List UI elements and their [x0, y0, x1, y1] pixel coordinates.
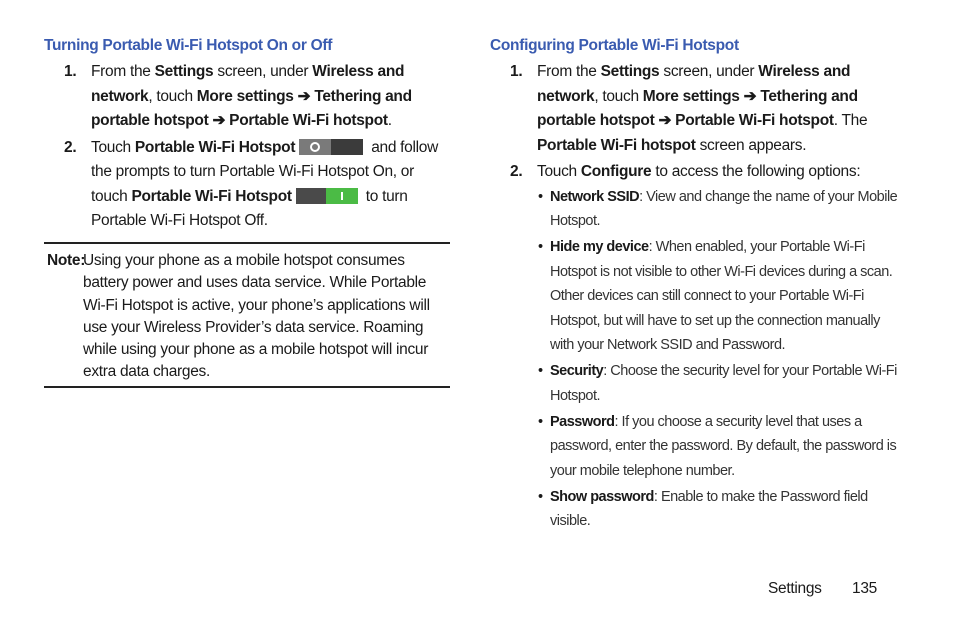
list-item — [536, 235, 900, 358]
toggle-knob — [299, 139, 331, 155]
text: and follow the prompts to turn Portable Wi-Fi Hotspot On, or touch — [91, 138, 438, 205]
section-heading-turning-hotspot: Turning Portable Wi-Fi Hotspot On or Off — [44, 37, 333, 54]
toggle-off-icon — [299, 139, 363, 155]
text: screen appears. — [695, 136, 807, 154]
text: to access the following options: — [651, 163, 861, 180]
list-item — [536, 485, 900, 534]
page-number: 135 — [852, 580, 877, 597]
toggle-bar — [341, 192, 343, 200]
term-portable-hotspot: Portable Wi-Fi hotspot — [537, 136, 696, 154]
note-label: Note: — [47, 252, 86, 269]
term-more-settings: More settings — [196, 87, 294, 105]
step-text — [537, 160, 900, 185]
left-step-1 — [44, 60, 450, 134]
bullet: • — [538, 488, 543, 505]
term-settings: Settings — [600, 63, 660, 80]
arrow-icon: ➔ — [208, 112, 230, 129]
step-number: 2. — [64, 138, 77, 156]
option-desc: : If you choose a security level that uses a password, enter the password. By default, the password is your mobile telephone number. — [550, 413, 897, 479]
left-column — [44, 36, 450, 234]
options-list — [536, 185, 900, 534]
term-configure: Configure — [580, 163, 652, 180]
left-step-2 — [44, 136, 450, 234]
bullet: • — [538, 188, 543, 205]
term-portable-hotspot: Portable Wi-Fi hotspot — [675, 112, 834, 129]
term-portable-hotspot: Portable Wi-Fi Hotspot — [131, 187, 292, 205]
text: screen, under — [213, 63, 313, 80]
bullet: • — [538, 363, 543, 379]
text: Touch — [537, 163, 581, 180]
text: . The — [833, 112, 868, 129]
option-desc: : Enable to make the Password field visible. — [550, 488, 868, 529]
option-term: Network SSID — [550, 188, 640, 205]
text: , touch — [594, 87, 643, 105]
option-desc: : When enabled, your Portable Wi-Fi Hotspot is not visible to other Wi-Fi devices during a scan. Other devices can still connect to your Portable Wi-Fi Hotspot, but will have to set up the connection manually with your Network SSID and Password. — [550, 239, 893, 353]
arrow-icon: ➔ — [293, 87, 315, 105]
option-term: Show password — [550, 488, 654, 505]
arrow-icon: ➔ — [739, 87, 761, 105]
toggle-on-icon — [296, 188, 358, 204]
term-settings: Settings — [154, 63, 214, 80]
option-desc: : Choose the security level for your Portable Wi-Fi Hotspot. — [550, 363, 897, 404]
text: screen, under — [659, 63, 759, 80]
step-number: 1. — [64, 63, 77, 80]
option-term: Password — [550, 413, 615, 430]
text: . — [387, 112, 392, 129]
option-term: Hide my device — [550, 239, 649, 255]
note-box — [44, 242, 450, 388]
toggle-knob — [326, 188, 358, 204]
step-number: 1. — [510, 63, 523, 80]
option-desc: : View and change the name of your Mobile Hotspot. — [550, 188, 898, 229]
term-tethering: Tethering and portable hotspot — [537, 87, 858, 129]
bullet: • — [538, 413, 543, 430]
right-column — [490, 36, 900, 535]
option-term: Security — [550, 363, 604, 379]
term-portable-hotspot: Portable Wi-Fi Hotspot — [134, 138, 296, 156]
toggle-ring — [310, 142, 320, 152]
right-step-2 — [490, 160, 900, 185]
section-heading-configuring-hotspot: Configuring Portable Wi-Fi Hotspot — [490, 37, 739, 54]
list-item — [536, 359, 900, 408]
list-item — [536, 185, 900, 234]
step-text — [91, 136, 450, 234]
note-text: Using your phone as a mobile hotspot consumes battery power and uses data service. While Portable Wi-Fi Hotspot is active, your phone’s applications will use your Wireless Provider’s data service. Roaming while using your phone as a mobile hotspot will incur extra data charges. — [83, 252, 430, 381]
term-wireless-and-network: Wireless and network — [91, 63, 405, 105]
text: Touch — [91, 138, 135, 156]
term-more-settings: More settings — [642, 87, 740, 105]
list-item — [536, 410, 900, 484]
text: From the — [91, 63, 155, 80]
text: , touch — [148, 87, 197, 105]
step-number: 2. — [510, 163, 523, 180]
text: From the — [537, 63, 601, 80]
arrow-icon: ➔ — [654, 112, 676, 129]
bullet: • — [538, 239, 543, 255]
footer-section-name: Settings — [768, 580, 822, 597]
right-step-1 — [490, 60, 900, 158]
term-tethering: Tethering and portable hotspot — [91, 87, 412, 129]
step-text — [91, 60, 450, 134]
term-wireless-and-network: Wireless and network — [537, 63, 851, 105]
term-portable-hotspot: Portable Wi-Fi hotspot — [229, 112, 388, 129]
text: to turn Portable Wi-Fi Hotspot Off. — [91, 187, 408, 229]
step-text — [537, 60, 900, 158]
